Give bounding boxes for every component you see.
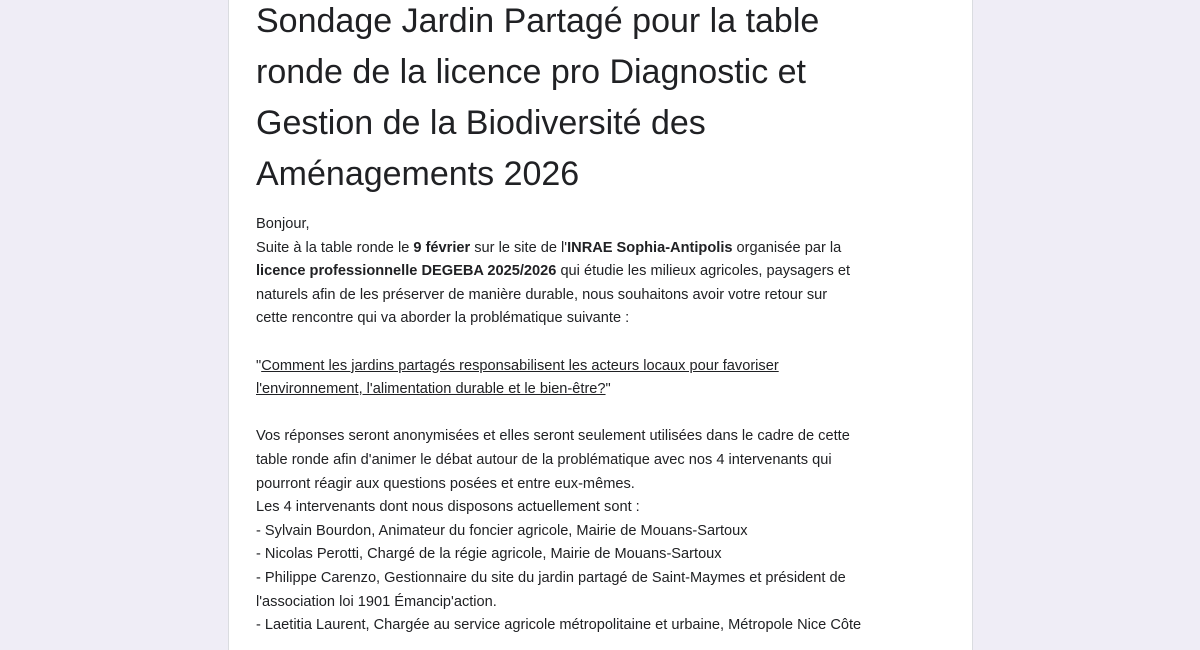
research-question-text: l'environnement, l'alimentation durable et le bien-être? xyxy=(256,381,606,398)
speaker-item: - Philippe Carenzo, Gestionnaire du site du jardin partagé de Saint-Maymes et président de xyxy=(256,569,846,586)
form-title xyxy=(256,0,946,200)
anonymity-line: pourront réagir aux questions posées et entre eux-mêmes. xyxy=(256,475,635,492)
anonymity-line: Vos réponses seront anonymisées et elles seront seulement utilisées dans le cadre de cette xyxy=(256,428,850,445)
speakers-intro: Les 4 intervenants dont nous disposons actuellement sont : xyxy=(256,499,640,516)
form-title-line: ronde de la licence pro Diagnostic et xyxy=(256,53,806,91)
intro-text: Suite à la table ronde le xyxy=(256,239,414,256)
intro-text: sur le site de l' xyxy=(470,239,568,256)
intro-text: organisée par la xyxy=(732,239,842,256)
intro-line: cette rencontre qui va aborder la problématique suivante : xyxy=(256,310,630,327)
form-title-line: Sondage Jardin Partagé pour la table xyxy=(256,2,820,40)
greeting-text: Bonjour, xyxy=(256,216,310,232)
spacer xyxy=(256,402,956,426)
program-name: licence professionnelle DEGEBA 2025/2026 xyxy=(256,263,557,280)
speaker-item: - Laetitia Laurent, Chargée au service agricole métropolitaine et urbaine, Métropole Nice Côte xyxy=(256,617,862,634)
speaker-item: - Sylvain Bourdon, Animateur du foncier agricole, Mairie de Mouans-Sartoux xyxy=(256,522,748,539)
intro-text: qui étudie les milieux agricoles, paysagers et xyxy=(556,263,851,280)
form-title-line: Gestion de la Biodiversité des xyxy=(256,104,706,142)
intro-line xyxy=(256,237,956,261)
research-question-text: Comment les jardins partagés responsabilisent les acteurs locaux pour favoriser xyxy=(261,357,779,374)
speaker-item: - Nicolas Perotti, Chargé de la régie agricole, Mairie de Mouans-Sartoux xyxy=(256,546,722,563)
intro-line xyxy=(256,260,956,284)
speaker-item: l'association loi 1901 Émancip'action. xyxy=(256,593,497,610)
event-date: 9 février xyxy=(413,239,471,256)
question-line xyxy=(256,355,956,379)
intro-line: naturels afin de les préserver de manière durable, nous souhaitons avoir votre retour sur xyxy=(256,286,828,303)
quote-mark: " xyxy=(605,381,611,398)
quote-mark: " xyxy=(256,357,262,374)
form-card xyxy=(228,0,973,650)
event-site: INRAE Sophia-Antipolis xyxy=(567,239,733,256)
form-description xyxy=(256,213,956,638)
form-title-line: Aménagements 2026 xyxy=(256,155,580,193)
question-line xyxy=(256,378,956,402)
spacer xyxy=(256,331,956,355)
anonymity-line: table ronde afin d'animer le débat autour de la problématique avec nos 4 intervenants qui xyxy=(256,451,832,468)
